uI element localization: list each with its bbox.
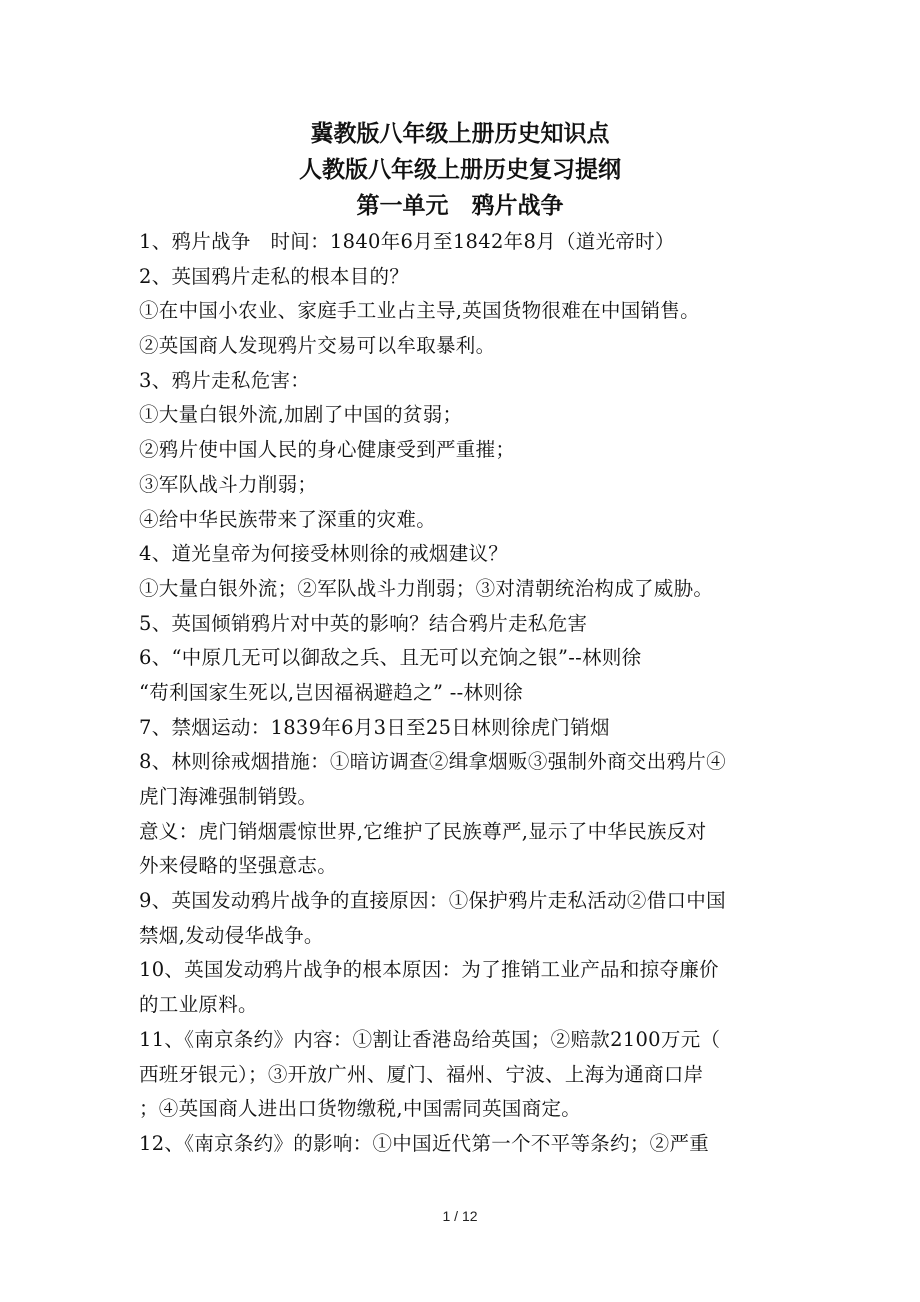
text-line: 11、《南京条约》内容：①割让香港岛给英国；②赔款2100万元（ xyxy=(139,1027,721,1051)
text-line: 禁烟,发动侵华战争。 xyxy=(139,923,324,947)
text-line: 1、鸦片战争 时间：1840年6月至1842年8月（道光帝时） xyxy=(139,230,675,253)
text-line: 3、鸦片走私危害： xyxy=(139,368,311,392)
text-line: 9、英国发动鸦片战争的直接原因：①保护鸦片走私活动②借口中国 xyxy=(139,889,726,913)
text-line: 12、《南京条约》的影响：①中国近代第一个不平等条约；②严重 xyxy=(139,1131,710,1155)
text-line: 外来侵略的坚强意志。 xyxy=(139,854,338,878)
text-line: 7、禁烟运动：1839年6月3日至25日林则徐虎门销烟 xyxy=(139,715,610,739)
text-line: ④给中华民族带来了深重的灾难。 xyxy=(139,507,437,531)
text-line: 西班牙银元）；③开放广州、厦门、福州、宁波、上海为通商口岸 xyxy=(139,1062,704,1086)
text-line: 4、道光皇帝为何接受林则徐的戒烟建议？ xyxy=(139,542,509,566)
document-title: 冀教版八年级上册历史知识点 xyxy=(310,121,610,147)
text-line: ③军队战斗力削弱； xyxy=(139,472,318,496)
text-line: 5、英国倾销鸦片对中英的影响？结合鸦片走私危害 xyxy=(139,611,588,635)
text-line: ；④英国商人进出口货物缴税,中国需同英国商定。 xyxy=(139,1097,582,1121)
text-line: 2、英国鸦片走私的根本目的？ xyxy=(139,264,410,288)
text-line: ②鸦片使中国人民的身心健康受到严重摧； xyxy=(139,438,516,462)
document-body xyxy=(139,225,784,1162)
text-line: 的工业原料。 xyxy=(139,993,258,1017)
text-line: ②英国商人发现鸦片交易可以牟取暴利。 xyxy=(139,334,496,358)
text-line: “苟利国家生死以,岂因福祸避趋之” --林则徐 xyxy=(139,680,523,704)
text-line: 6、“中原几无可以御敌之兵、且无可以充饷之银”--林则徐 xyxy=(139,646,642,670)
text-line: 8、林则徐戒烟措施：①暗访调查②缉拿烟贩③强制外商交出鸦片④ xyxy=(139,750,726,774)
text-line: ①大量白银外流；②军队战斗力削弱；③对清朝统治构成了威胁。 xyxy=(139,576,714,600)
page-number: 1 / 12 xyxy=(442,1208,478,1224)
text-line: ①在中国小农业、家庭手工业占主导,英国货物很难在中国销售。 xyxy=(139,299,700,323)
text-line: 虎门海滩强制销毁。 xyxy=(139,785,318,808)
document-subtitle: 人教版八年级上册历史复习提纲 xyxy=(299,157,621,183)
text-line: ①大量白银外流,加剧了中国的贫弱； xyxy=(139,403,463,427)
text-line: 10、英国发动鸦片战争的根本原因：为了推销工业产品和掠夺廉价 xyxy=(139,958,719,982)
section-heading: 第一单元 鸦片战争 xyxy=(356,193,564,219)
text-line: 意义：虎门销烟震惊世界,它维护了民族尊严,显示了中华民族反对 xyxy=(139,819,707,843)
title-block xyxy=(0,116,920,224)
